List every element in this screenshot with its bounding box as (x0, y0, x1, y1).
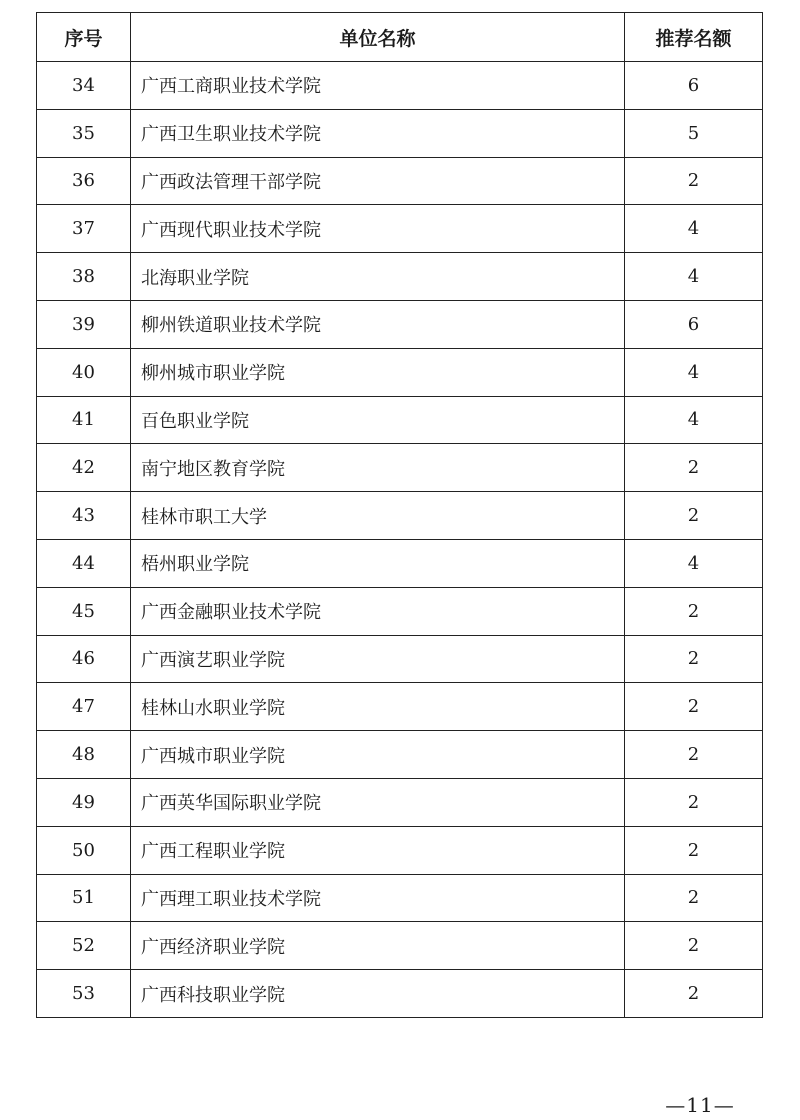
name-cell: 南宁地区教育学院 (131, 444, 625, 492)
quota-cell: 2 (625, 778, 763, 826)
quota-cell: 2 (625, 922, 763, 970)
header-seq: 序号 (37, 13, 131, 62)
seq-cell: 49 (37, 778, 131, 826)
name-cell: 广西城市职业学院 (131, 731, 625, 779)
quota-cell: 2 (625, 635, 763, 683)
header-quota: 推荐名额 (625, 13, 763, 62)
seq-cell: 53 (37, 970, 131, 1018)
name-cell: 广西演艺职业学院 (131, 635, 625, 683)
seq-cell: 41 (37, 396, 131, 444)
name-cell: 桂林市职工大学 (131, 492, 625, 540)
quota-cell: 2 (625, 731, 763, 779)
seq-cell: 37 (37, 205, 131, 253)
table-row (37, 348, 763, 396)
quota-cell: 2 (625, 587, 763, 635)
seq-cell: 45 (37, 587, 131, 635)
table-row (37, 970, 763, 1018)
seq-cell: 50 (37, 826, 131, 874)
table-row (37, 778, 763, 826)
name-cell: 广西金融职业技术学院 (131, 587, 625, 635)
seq-cell: 38 (37, 253, 131, 301)
name-cell: 广西理工职业技术学院 (131, 874, 625, 922)
quota-cell: 2 (625, 683, 763, 731)
table-row (37, 396, 763, 444)
name-cell: 桂林山水职业学院 (131, 683, 625, 731)
seq-cell: 42 (37, 444, 131, 492)
table-row (37, 492, 763, 540)
quota-table (36, 12, 763, 1018)
name-cell: 柳州铁道职业技术学院 (131, 300, 625, 348)
table-row (37, 205, 763, 253)
seq-cell: 44 (37, 539, 131, 587)
quota-cell: 4 (625, 396, 763, 444)
table-row (37, 826, 763, 874)
quota-cell: 6 (625, 300, 763, 348)
table-row (37, 731, 763, 779)
quota-cell: 2 (625, 157, 763, 205)
name-cell: 广西经济职业学院 (131, 922, 625, 970)
seq-cell: 36 (37, 157, 131, 205)
quota-cell: 2 (625, 970, 763, 1018)
quota-cell: 2 (625, 492, 763, 540)
quota-cell: 4 (625, 539, 763, 587)
table-row (37, 444, 763, 492)
name-cell: 北海职业学院 (131, 253, 625, 301)
seq-cell: 34 (37, 62, 131, 110)
seq-cell: 48 (37, 731, 131, 779)
table-row (37, 157, 763, 205)
name-cell: 广西现代职业技术学院 (131, 205, 625, 253)
quota-cell: 4 (625, 348, 763, 396)
seq-cell: 43 (37, 492, 131, 540)
quota-cell: 5 (625, 109, 763, 157)
table-row (37, 539, 763, 587)
header-name: 单位名称 (131, 13, 625, 62)
table-header-row (37, 13, 763, 62)
name-cell: 广西科技职业学院 (131, 970, 625, 1018)
table-row (37, 683, 763, 731)
seq-cell: 40 (37, 348, 131, 396)
name-cell: 百色职业学院 (131, 396, 625, 444)
table-row (37, 587, 763, 635)
name-cell: 广西卫生职业技术学院 (131, 109, 625, 157)
seq-cell: 47 (37, 683, 131, 731)
table-row (37, 62, 763, 110)
name-cell: 广西工程职业学院 (131, 826, 625, 874)
name-cell: 广西英华国际职业学院 (131, 778, 625, 826)
name-cell: 梧州职业学院 (131, 539, 625, 587)
seq-cell: 39 (37, 300, 131, 348)
seq-cell: 46 (37, 635, 131, 683)
table-body (37, 62, 763, 1018)
table-row (37, 922, 763, 970)
seq-cell: 52 (37, 922, 131, 970)
table-row (37, 253, 763, 301)
quota-cell: 4 (625, 253, 763, 301)
quota-cell: 2 (625, 444, 763, 492)
seq-cell: 35 (37, 109, 131, 157)
quota-cell: 2 (625, 874, 763, 922)
quota-cell: 6 (625, 62, 763, 110)
seq-cell: 51 (37, 874, 131, 922)
name-cell: 柳州城市职业学院 (131, 348, 625, 396)
table-row (37, 874, 763, 922)
table-row (37, 109, 763, 157)
table-row (37, 635, 763, 683)
quota-cell: 4 (625, 205, 763, 253)
name-cell: 广西工商职业技术学院 (131, 62, 625, 110)
table-row (37, 300, 763, 348)
page-number: —11— (665, 1093, 735, 1117)
quota-cell: 2 (625, 826, 763, 874)
name-cell: 广西政法管理干部学院 (131, 157, 625, 205)
